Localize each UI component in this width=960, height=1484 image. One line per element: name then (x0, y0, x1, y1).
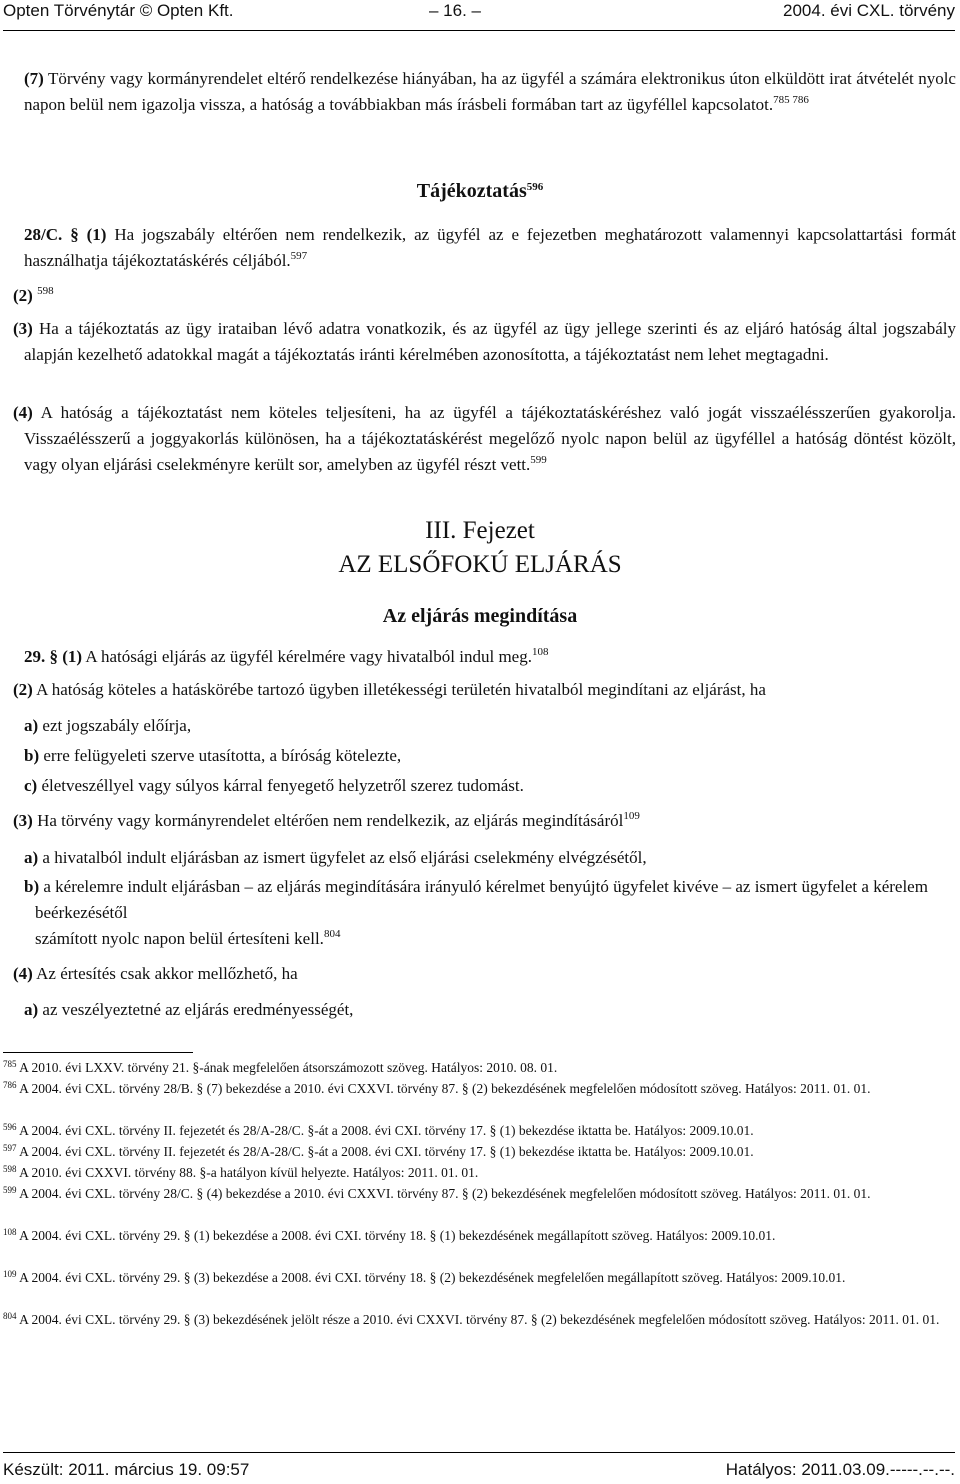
paragraph-text: Ha a tájékoztatás az ügy irataiban lévő adatra vonatkozik, és az ügyfél az ügy jellege szerinti és az eljáró hatóság által jogszabály alapján kezelhető adatokkal magát a tájékoztatás iránti kérelmében azonosította, a tájékoztatást nem lehet megtagadni. (24, 319, 957, 364)
paragraph-text: Ha törvény vagy kormányrendelet eltérően nem rendelkezik, az eljárás megindításáról (37, 811, 624, 830)
section-number: 28/C. (24, 225, 63, 244)
paragraph-29-1 (24, 644, 956, 672)
chapter-number: III. Fejezet (425, 517, 535, 544)
footnote-number: 786 (3, 1080, 17, 1090)
footnote-number: 598 (3, 1164, 17, 1174)
header-page-number: – 16. – (429, 1, 481, 20)
footnote (3, 1162, 955, 1185)
list-item-label: a) (24, 848, 39, 867)
footnote-ref[interactable]: 599 (530, 454, 547, 466)
list-item (24, 874, 956, 926)
paragraph-number: (1) (86, 225, 107, 244)
paragraph-number: (4) (13, 964, 33, 983)
footnote (3, 1120, 955, 1143)
paragraph-number: (1) (62, 647, 83, 666)
header-rule (3, 30, 955, 31)
paragraph-28c-2 (13, 283, 54, 311)
footnote-text: A 2010. évi LXXV. törvény 21. §-ának megfelelően átsorszámozott szöveg. Hatályos: 2010. 08. 01. (19, 1060, 558, 1075)
list-item (24, 845, 956, 871)
page-header (0, 0, 960, 30)
section-heading-text: Tájékoztatás (416, 180, 527, 202)
paragraph-text: Az értesítés csak akkor mellőzhető, ha (36, 964, 298, 983)
paragraph-number: (3) (13, 319, 33, 338)
paragraph-28b-7 (24, 66, 956, 120)
footnote (3, 1267, 955, 1290)
paragraph-28c-3 (13, 316, 956, 368)
section-heading (0, 180, 960, 203)
list-item-continuation (35, 926, 340, 954)
list-item-label: c) (24, 776, 38, 795)
paragraph-29-2 (13, 677, 956, 703)
list-item (24, 997, 353, 1023)
footnote-text: A 2004. évi CXL. törvény 28/C. § (4) bekezdése a 2010. évi CXXVI. törvény 87. § (2) bekezdésének megfelelően módosított szöveg. Hatályos: 2011. 01. 01. (19, 1186, 871, 1201)
list-item-text: életveszéllyel vagy súlyos kárral fenyegető helyzetről szerez tudomást. (41, 776, 524, 795)
paragraph-28c-1 (24, 222, 956, 276)
list-item-label: a) (24, 716, 39, 735)
footnote-number: 109 (3, 1269, 17, 1279)
paragraph-28c-4 (13, 400, 956, 480)
footnote-ref[interactable]: 109 (623, 810, 640, 822)
chapter-subtitle: Az eljárás megindítása (382, 605, 578, 627)
footnote-number: 785 (3, 1059, 17, 1069)
footnote (3, 1225, 955, 1248)
footnote-ref[interactable]: 598 (37, 285, 54, 297)
footer-rule (3, 1452, 955, 1453)
footnote-text: A 2004. évi CXL. törvény II. fejezetét és 28/A-28/C. §-át a 2008. évi CXI. törvény 17. § (1) bekezdése iktatta be. Hatályos: 2009.10.01. (19, 1144, 754, 1159)
list-item-text: az veszélyeztetné az eljárás eredményességét, (42, 1000, 354, 1019)
footnote (3, 1309, 955, 1332)
paragraph-number: (2) (13, 286, 33, 305)
list-item-label: b) (24, 877, 40, 896)
footnote (3, 1141, 955, 1164)
section-sign: § (70, 225, 79, 244)
list-item-text: számított nyolc napon belül értesíteni kell. (35, 929, 324, 948)
footnote-separator (3, 1052, 193, 1053)
list-item-label: b) (24, 746, 40, 765)
list-item (24, 773, 524, 799)
footnote-ref[interactable]: 804 (323, 928, 341, 940)
paragraph-text: A hatóság a tájékoztatást nem köteles teljesíteni, ha az ügyfél a tájékoztatáskéréshez való jogát visszaélésszerűen gyakorolja. Visszaélésszerű a joggyakorlás különösen, ha a tájékoztatáskérést megelőző nyolc napon belül az ügyféllel a hatóság döntést közölt, vagy olyan eljárási cselekményre került sor, amelyben az ügyfél részt vett. (24, 403, 957, 474)
footnote-number: 599 (3, 1185, 17, 1195)
footnote-number: 596 (3, 1122, 17, 1132)
paragraph-text: A hatóság köteles a hatáskörébe tartozó ügyben illetékességi területén hivatalból megindítani az eljárást, ha (36, 680, 766, 699)
section-number: 29. (24, 647, 46, 666)
footer-effective-date: Hatályos: 2011.03.09.-----.--.--. (725, 1460, 955, 1479)
list-item-text: erre felügyeleti szerve utasította, a bíróság kötelezte, (43, 746, 402, 765)
footnote-number: 597 (3, 1143, 17, 1153)
paragraph-29-3 (13, 808, 956, 836)
paragraph-text: A hatósági eljárás az ügyfél kérelmére vagy hivatalból indul meg. (85, 647, 532, 666)
section-sign: § (49, 647, 58, 666)
chapter-title: AZ ELSŐFOKÚ ELJÁRÁS (338, 551, 622, 578)
footnote-number: 108 (3, 1227, 17, 1237)
header-law-title: 2004. évi CXL. törvény (783, 1, 955, 20)
footnote (3, 1078, 955, 1101)
list-item-text: ezt jogszabály előírja, (42, 716, 192, 735)
footnote (3, 1183, 955, 1206)
footnote-text: A 2004. évi CXL. törvény 29. § (3) bekezdése a 2008. évi CXI. törvény 18. § (2) bekezdésének megfelelően megállapított szöveg. Hatályos: 2009.10.01. (19, 1270, 846, 1285)
paragraph-number: (3) (13, 811, 33, 830)
footnote-ref[interactable]: 596 (526, 181, 544, 193)
footnote-text: A 2004. évi CXL. törvény 28/B. § (7) bekezdése a 2010. évi CXXVI. törvény 87. § (2) bekezdésének megfelelően módosított szöveg. Hatályos: 2011. 01. 01. (19, 1081, 871, 1096)
paragraph-29-4 (13, 961, 956, 987)
footnote-ref[interactable]: 108 (531, 646, 549, 658)
list-item (24, 713, 191, 739)
footnote-text: A 2004. évi CXL. törvény 29. § (1) bekezdése a 2008. évi CXI. törvény 18. § (1) bekezdésének megállapított szöveg. Hatályos: 2009.10.01. (19, 1228, 776, 1243)
header-publisher: Opten Törvénytár © Opten Kft. (3, 1, 234, 20)
paragraph-text: Ha jogszabály eltérően nem rendelkezik, az ügyfél az e fejezetben meghatározott valamennyi kapcsolattartási formát használhatja tájékoztatáskérés céljából. (24, 225, 957, 270)
footnote (3, 1057, 955, 1080)
footnote-ref[interactable]: 785 786 (773, 94, 809, 106)
list-item-text: a hivatalból indult eljárásban az ismert ügyfelet az első eljárási cselekmény elvégzésétől, (42, 848, 647, 867)
paragraph-number: (4) (13, 403, 33, 422)
paragraph-text: Törvény vagy kormányrendelet eltérő rendelkezése hiányában, ha az ügyfél a számára elektronikus úton elküldött irat átvételét nyolc napon belül nem igazolja vissza, a hatóság a továbbiakban más írásbeli formában tart az ügyféllel kapcsolatot. (24, 69, 956, 114)
list-item-label: a) (24, 1000, 39, 1019)
footnote-text: A 2004. évi CXL. törvény II. fejezetét és 28/A-28/C. §-át a 2008. évi CXI. törvény 17. § (1) bekezdése iktatta be. Hatályos: 2009.10.01. (19, 1123, 754, 1138)
paragraph-number: (2) (13, 680, 33, 699)
list-item-text: a kérelemre indult eljárásban – az eljárás megindítására irányuló kérelmet benyújtó ügyfelet kivéve – az ismert ügyfelet a kérelem beérkezésétől (35, 877, 928, 922)
footnote-number: 804 (3, 1311, 17, 1321)
footnote-text: A 2010. évi CXXVI. törvény 88. §-a hatályon kívül helyezte. Hatályos: 2011. 01. 01. (19, 1165, 479, 1180)
footnote-ref[interactable]: 597 (290, 250, 308, 262)
list-item (24, 743, 401, 769)
footer-generated-date: Készült: 2011. március 19. 09:57 (3, 1460, 250, 1479)
footnote-text: A 2004. évi CXL. törvény 29. § (3) bekezdésének jelölt része a 2010. évi CXXVI. törvény 87. § (2) bekezdésének megfelelően módosított szöveg. Hatályos: 2011. 01. 01. (19, 1312, 940, 1327)
paragraph-number: (7) (24, 69, 44, 88)
